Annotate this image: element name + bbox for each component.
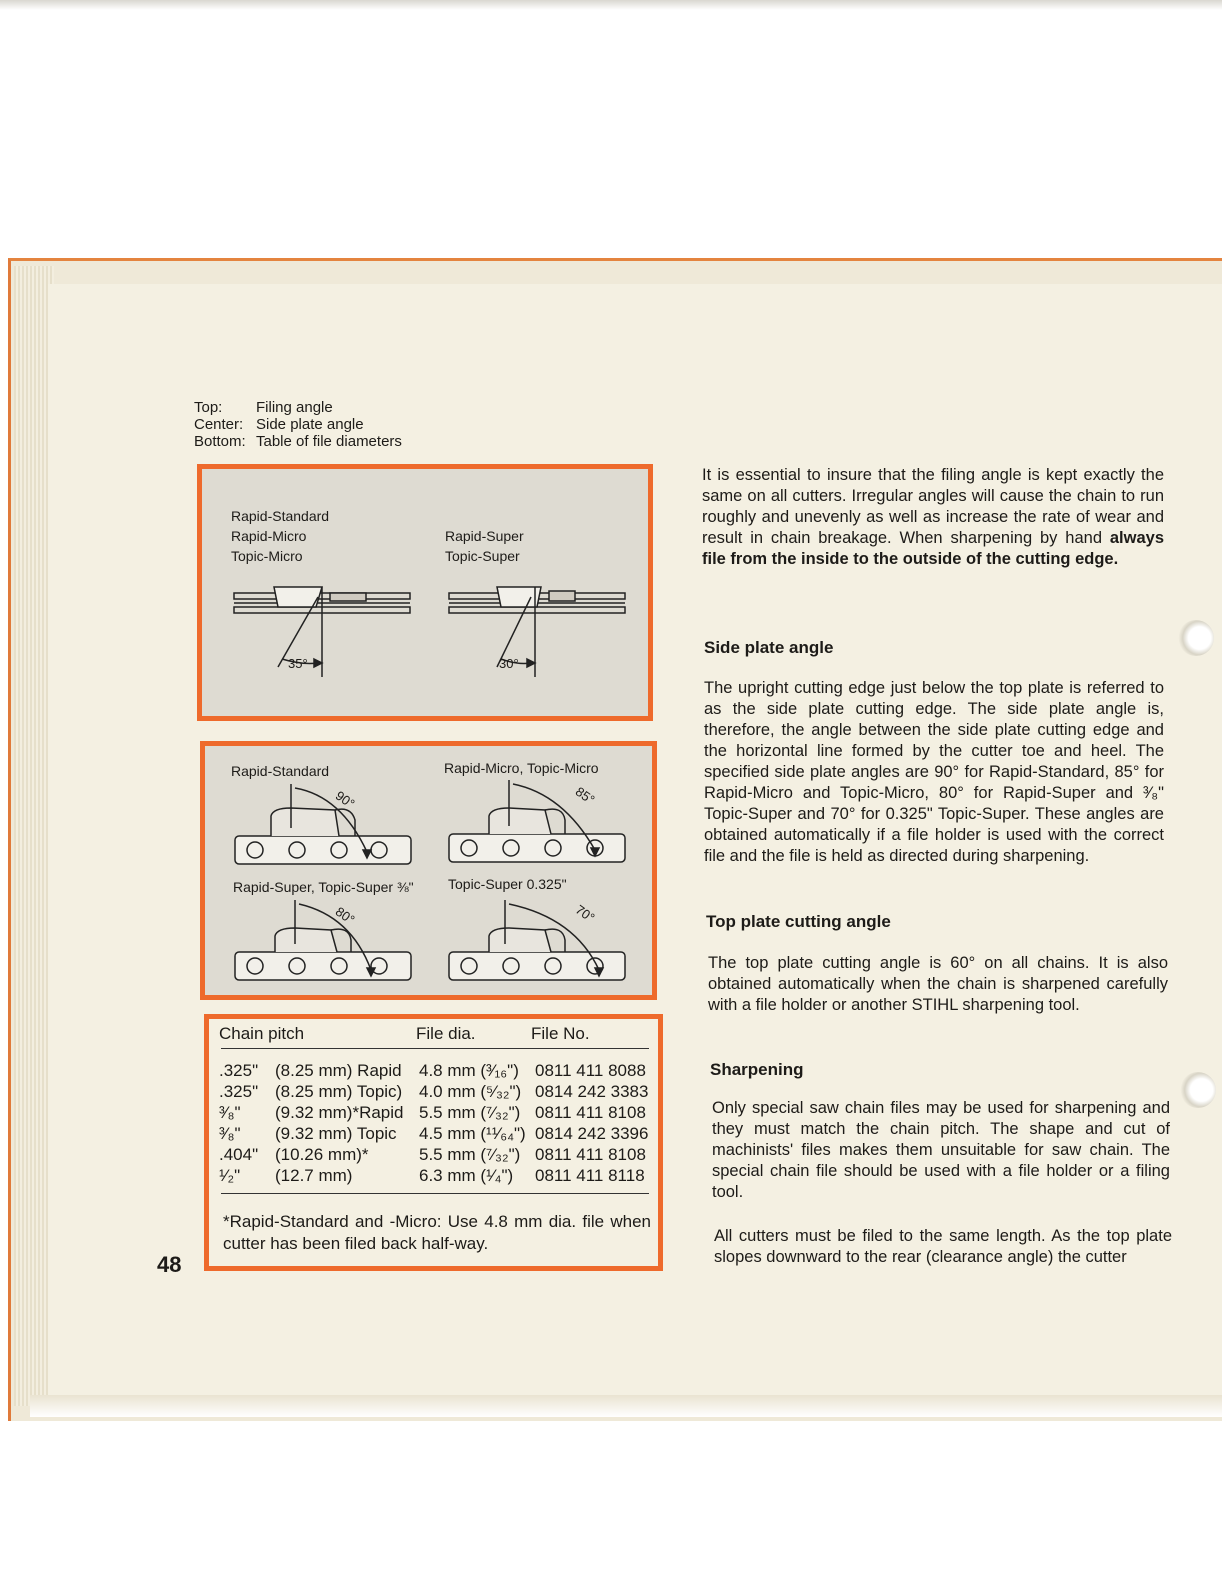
cell-pitch: ¹⁄₂" <box>219 1166 241 1185</box>
label-rapid-standard: Rapid-Standard <box>231 508 330 524</box>
side-plate-angle-panel <box>200 741 657 1000</box>
cutter-side-view-diagram <box>445 772 635 868</box>
angle-label-30: 30° <box>499 656 519 671</box>
cell-file-no: 0811 411 8108 <box>535 1145 646 1164</box>
cell-pitch-mm: (8.25 mm) Topic) <box>275 1082 403 1101</box>
angle-label-80: 80° <box>332 903 358 928</box>
angle-label-70: 70° <box>572 901 598 926</box>
label-side-rapid-standard: Rapid-Standard <box>231 763 330 779</box>
binder-hole <box>1178 620 1214 656</box>
cutter-length-paragraph: All cutters must be filed to the same length. As the top plate slopes downward to the rear (clearance angle) the cutter <box>714 1227 1172 1266</box>
header-file-no: File No. <box>531 1024 590 1043</box>
caption-key: Top: <box>194 399 223 416</box>
caption-key: Bottom: <box>194 433 246 450</box>
table-row <box>219 1060 659 1081</box>
table-footnote: *Rapid-Standard and -Micro: Use 4.8 mm dia. file when cutter has been filed back half-way. <box>223 1212 651 1253</box>
file-table <box>219 1060 659 1186</box>
binder-hole <box>1180 1072 1216 1108</box>
table-row <box>219 1165 659 1186</box>
label-topic-super: Topic-Super <box>445 548 520 564</box>
cell-pitch: ³⁄₈" <box>219 1124 241 1143</box>
cutter-side-view-diagram <box>231 894 421 990</box>
cell-pitch-mm: (8.25 mm) Rapid <box>275 1061 402 1080</box>
filing-angle-panel <box>197 464 653 721</box>
cutter-side-view-diagram <box>445 894 635 990</box>
angle-label-90: 90° <box>332 787 358 812</box>
header-file-dia: File dia. <box>416 1024 476 1043</box>
chain-top-view-diagram <box>230 579 420 684</box>
caption-center <box>194 416 402 433</box>
intro-text: It is essential to insure that the filing angle is kept exactly the same on all cutters. Irregular angles will cause the chain to run roughly and unevenly as well as increase the rate of wear and result in chain breakage. When sharpening by hand <box>702 466 1164 547</box>
label-side-rapid-micro: Rapid-Micro, Topic-Micro <box>444 760 599 776</box>
cell-pitch: .325" <box>219 1082 259 1101</box>
cell-pitch: ³⁄₈" <box>219 1103 241 1122</box>
side-plate-paragraph: The upright cutting edge just below the top plate is referred to as the side plate cutting edge. The side plate angle is, therefore, the angle between the side plate cutting edge and the horizontal line formed by the cutter toe and heel. The specified side plate angles are 90° for Rapid-Standard, 85° for Rapid-Micro and Topic-Micro, 80° for Rapid-Super and ³⁄₈" Topic-Super and 70° for 0.325" Topic-Super. These angles are obtained automatically if a file holder is used with the correct file and the file is held as directed during sharpening. <box>704 679 1164 865</box>
caption-value: Filing angle <box>256 399 333 416</box>
cell-file-no: 0811 411 8088 <box>535 1061 646 1080</box>
caption-value: Table of file diameters <box>256 433 402 450</box>
heading-sharpening: Sharpening <box>710 1060 804 1079</box>
table-row <box>219 1081 659 1102</box>
label-topic-micro: Topic-Micro <box>231 548 303 564</box>
angle-label-35: 35° <box>288 656 308 671</box>
cell-file-no: 0811 411 8118 <box>535 1166 645 1185</box>
caption-bottom <box>194 433 402 450</box>
angle-label-85: 85° <box>572 783 598 808</box>
cell-file-dia: 4.0 mm (⁵⁄₃₂") <box>419 1082 522 1101</box>
page-number: 48 <box>157 1252 182 1277</box>
cell-file-dia: 4.8 mm (³⁄₁₆") <box>419 1061 519 1080</box>
cell-file-no: 0814 242 3383 <box>535 1082 649 1101</box>
header-chain-pitch: Chain pitch <box>219 1024 305 1043</box>
scan-top-edge <box>0 0 1222 10</box>
chain-top-view-diagram <box>445 579 635 684</box>
header-rule <box>221 1048 649 1049</box>
file-diameter-table-panel <box>204 1014 663 1271</box>
cell-file-dia: 5.5 mm (⁷⁄₃₂") <box>419 1145 521 1164</box>
cutter-side-view-diagram <box>231 776 421 872</box>
caption-key: Center: <box>194 416 244 433</box>
cell-pitch-mm: (12.7 mm) <box>275 1166 353 1185</box>
label-side-rapid-super: Rapid-Super, Topic-Super ⅜" <box>233 879 414 895</box>
heading-side-plate-angle: Side plate angle <box>704 638 834 657</box>
cell-pitch-mm: (9.32 mm)*Rapid <box>275 1103 404 1122</box>
page-bottom-edge <box>30 1395 1222 1417</box>
cell-file-dia: 6.3 mm (¹⁄₄") <box>419 1166 514 1185</box>
cell-pitch: .325" <box>219 1061 259 1080</box>
caption-value: Side plate angle <box>256 416 364 433</box>
table-row <box>219 1123 659 1144</box>
label-rapid-micro: Rapid-Micro <box>231 528 307 544</box>
table-row <box>219 1144 659 1165</box>
heading-top-plate-angle: Top plate cutting angle <box>706 912 891 931</box>
label-rapid-super: Rapid-Super <box>445 528 524 544</box>
cell-file-dia: 4.5 mm (¹¹⁄₆₄") <box>419 1124 526 1143</box>
cell-pitch-mm: (9.32 mm) Topic <box>275 1124 397 1143</box>
figure-captions <box>194 399 402 450</box>
intro-paragraph <box>702 465 1164 570</box>
cell-pitch: .404" <box>219 1145 259 1164</box>
sharpening-paragraph: Only special saw chain files may be used for sharpening and they must match the chain pitch. The shape and cut of machinists' files makes them unsuitable for saw chain. The special chain file should be used with a file holder or a filing tool. <box>712 1099 1170 1201</box>
cell-file-no: 0814 242 3396 <box>535 1124 649 1143</box>
table-row <box>219 1102 659 1123</box>
top-plate-paragraph: The top plate cutting angle is 60° on all chains. It is also obtained automatically when the chain is sharpened carefully with a file holder or another STIHL sharpening tool. <box>708 954 1168 1014</box>
label-side-topic-super: Topic-Super 0.325" <box>448 876 567 892</box>
caption-top <box>194 399 402 416</box>
table-bottom-rule <box>221 1193 649 1194</box>
cell-pitch-mm: (10.26 mm)* <box>275 1145 369 1164</box>
intro-bold-text: always file from the inside to the outside of the cutting edge. <box>702 529 1164 568</box>
cell-file-no: 0811 411 8108 <box>535 1103 646 1122</box>
cell-file-dia: 5.5 mm (⁷⁄₃₂") <box>419 1103 521 1122</box>
